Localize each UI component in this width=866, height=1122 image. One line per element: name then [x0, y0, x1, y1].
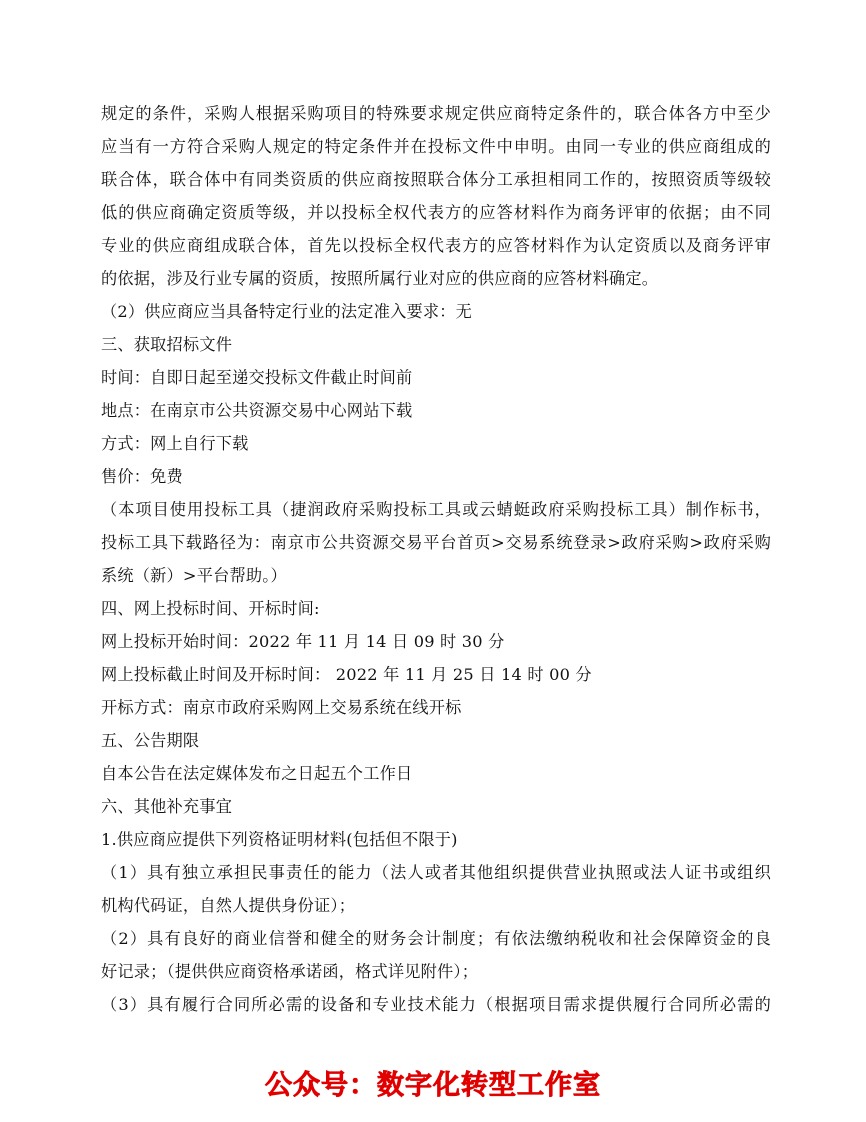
paragraph-line: 低的供应商确定资质等级，并以投标全权代表方的应答材料作为商务评审的依据；由不同: [101, 203, 771, 222]
paragraph-line: 时间：自即日起至递交投标文件截止时间前: [101, 368, 413, 387]
paragraph-line: 机构代码证，自然人提供身份证）；: [101, 896, 356, 915]
paragraph-line: 1.供应商应提供下列资格证明材料(包括但不限于): [101, 830, 458, 849]
paragraph-line: 自本公告在法定媒体发布之日起五个工作日: [101, 764, 413, 783]
paragraph-line: 售价：免费: [101, 467, 183, 486]
paragraph-line: 地点：在南京市公共资源交易中心网站下载: [101, 401, 413, 420]
footer-watermark: 公众号：数字化转型工作室: [265, 1070, 601, 1101]
section-heading: 三、获取招标文件: [101, 335, 233, 354]
paragraph-line: （本项目使用投标工具（捷润政府采购投标工具或云蜻蜓政府采购投标工具）制作标书，: [101, 500, 771, 519]
paragraph-line: 开标方式：南京市政府采购网上交易系统在线开标: [101, 698, 462, 717]
paragraph-line: 规定的条件，采购人根据采购项目的特殊要求规定供应商特定条件的，联合体各方中至少: [101, 104, 771, 123]
paragraph-line: （3）具有履行合同所必需的设备和专业技术能力（根据项目需求提供履行合同所必需的: [101, 995, 771, 1014]
paragraph-line: 联合体，联合体中有同类资质的供应商按照联合体分工承担相同工作的，按照资质等级较: [101, 170, 771, 189]
document-body: [101, 97, 771, 1021]
paragraph-line: 专业的供应商组成联合体，首先以投标全权代表方的应答材料作为认定资质以及商务评审: [101, 236, 771, 255]
section-heading: 五、公告期限: [101, 731, 200, 750]
section-heading: 四、网上投标时间、开标时间:: [101, 599, 320, 618]
paragraph-line: 应当有一方符合采购人规定的特定条件并在投标文件中申明。由同一专业的供应商组成的: [101, 137, 771, 156]
paragraph-line: （1）具有独立承担民事责任的能力（法人或者其他组织提供营业执照或法人证书或组织: [101, 863, 771, 882]
paragraph-line: （2）具有良好的商业信誉和健全的财务会计制度；有依法缴纳税收和社会保障资金的良: [101, 929, 771, 948]
paragraph-line: 网上投标截止时间及开标时间： 2022 年 11 月 25 日 14 时 00 分: [101, 665, 592, 684]
paragraph-line: 网上投标开始时间：2022 年 11 月 14 日 09 时 30 分: [101, 632, 505, 651]
paragraph-line: 投标工具下载路径为：南京市公共资源交易平台首页>交易系统登录>政府采购>政府采购: [101, 533, 771, 552]
paragraph-line: 方式：网上自行下载: [101, 434, 249, 453]
paragraph-line: 好记录；（提供供应商资格承诺函，格式详见附件）；: [101, 962, 479, 981]
paragraph-line: （2）供应商应当具备特定行业的法定准入要求：无: [101, 302, 473, 321]
paragraph-line: 的依据，涉及行业专属的资质，按照所属行业对应的供应商的应答材料确定。: [101, 269, 659, 288]
paragraph-line: 系统（新）>平台帮助。）: [101, 566, 287, 585]
section-heading: 六、其他补充事宜: [101, 797, 233, 816]
